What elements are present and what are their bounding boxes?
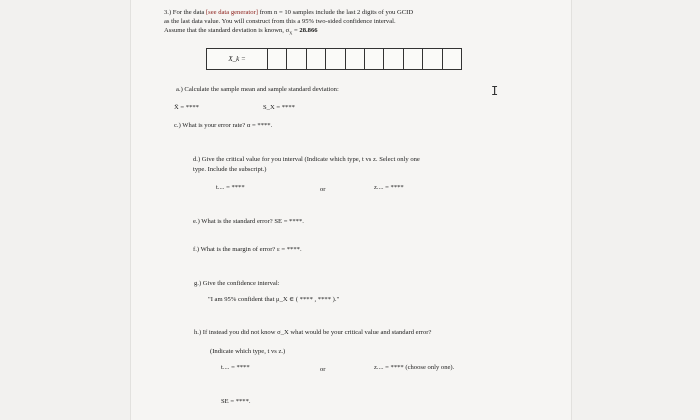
data-cell-9[interactable]: [423, 49, 442, 69]
sigma-subscript: X: [289, 30, 293, 36]
data-cell-1[interactable]: [268, 49, 287, 69]
or-label-h: or: [320, 366, 326, 373]
z-critical-answer[interactable]: z.... = ****: [374, 184, 404, 191]
part-e-prompt[interactable]: e.) What is the standard error? SE = ****.: [193, 218, 304, 225]
part-a-prompt: a.) Calculate the sample mean and sample standard deviation:: [176, 86, 339, 93]
sample-mean-answer[interactable]: X̄ = ****: [174, 104, 199, 111]
confidence-interval-answer[interactable]: "I am 95% confident that μ_X ∈ ( **** , **** ).": [208, 296, 340, 303]
part-h-line-2: (Indicate which type, t vs z.): [210, 348, 286, 355]
data-table-label: X_k =: [207, 49, 268, 69]
data-cell-8[interactable]: [404, 49, 423, 69]
z-critical-answer-h[interactable]: z.... = **** (choose only one).: [374, 364, 455, 371]
part-d-line-1: d.) Give the critical value for you interval (Indicate which type, t vs z. Select only one: [193, 156, 420, 163]
data-cell-2[interactable]: [287, 49, 306, 69]
part-f-prompt[interactable]: f.) What is the margin of error? ε = ****.: [193, 246, 302, 253]
question-line-2: as the last data value. You will construct from this a 95% two-sided confidence interval.: [164, 18, 396, 25]
question-line-1-rest: from n = 10 samples include the last 2 digits of you GCID: [257, 9, 414, 16]
data-cell-7[interactable]: [384, 49, 403, 69]
data-cell-5[interactable]: [346, 49, 365, 69]
question-line-3: [164, 27, 318, 38]
data-entry-table: [206, 48, 462, 70]
text-cursor-icon: I: [491, 84, 499, 98]
sigma-value: 28.866: [299, 27, 318, 34]
question-intro: 3.) For the data: [164, 9, 206, 16]
sample-sd-answer[interactable]: S_X = ****: [263, 104, 295, 111]
standard-error-answer-h[interactable]: SE = ****.: [221, 398, 251, 405]
data-cell-10[interactable]: [443, 49, 461, 69]
data-cell-3[interactable]: [307, 49, 326, 69]
data-generator-link[interactable]: [see data generator]: [205, 9, 258, 16]
equals: =: [292, 27, 300, 34]
part-c-prompt[interactable]: c.) What is your error rate? α = ****.: [174, 122, 273, 129]
or-label: or: [320, 186, 326, 193]
data-cell-6[interactable]: [365, 49, 384, 69]
part-h-line-1: h.) If instead you did not know σ_X what would be your critical value and standard error?: [194, 329, 432, 336]
part-d-line-2: type. Include the subscript.): [193, 166, 267, 173]
data-cell-4[interactable]: [326, 49, 345, 69]
part-g-prompt: g.) Give the confidence interval:: [194, 280, 280, 287]
question-line-1: [164, 9, 413, 17]
t-critical-answer[interactable]: t.... = ****: [216, 184, 245, 191]
sigma-text: Assume that the standard deviation is known, σ: [164, 27, 290, 34]
t-critical-answer-h[interactable]: t.... = ****: [221, 364, 250, 371]
